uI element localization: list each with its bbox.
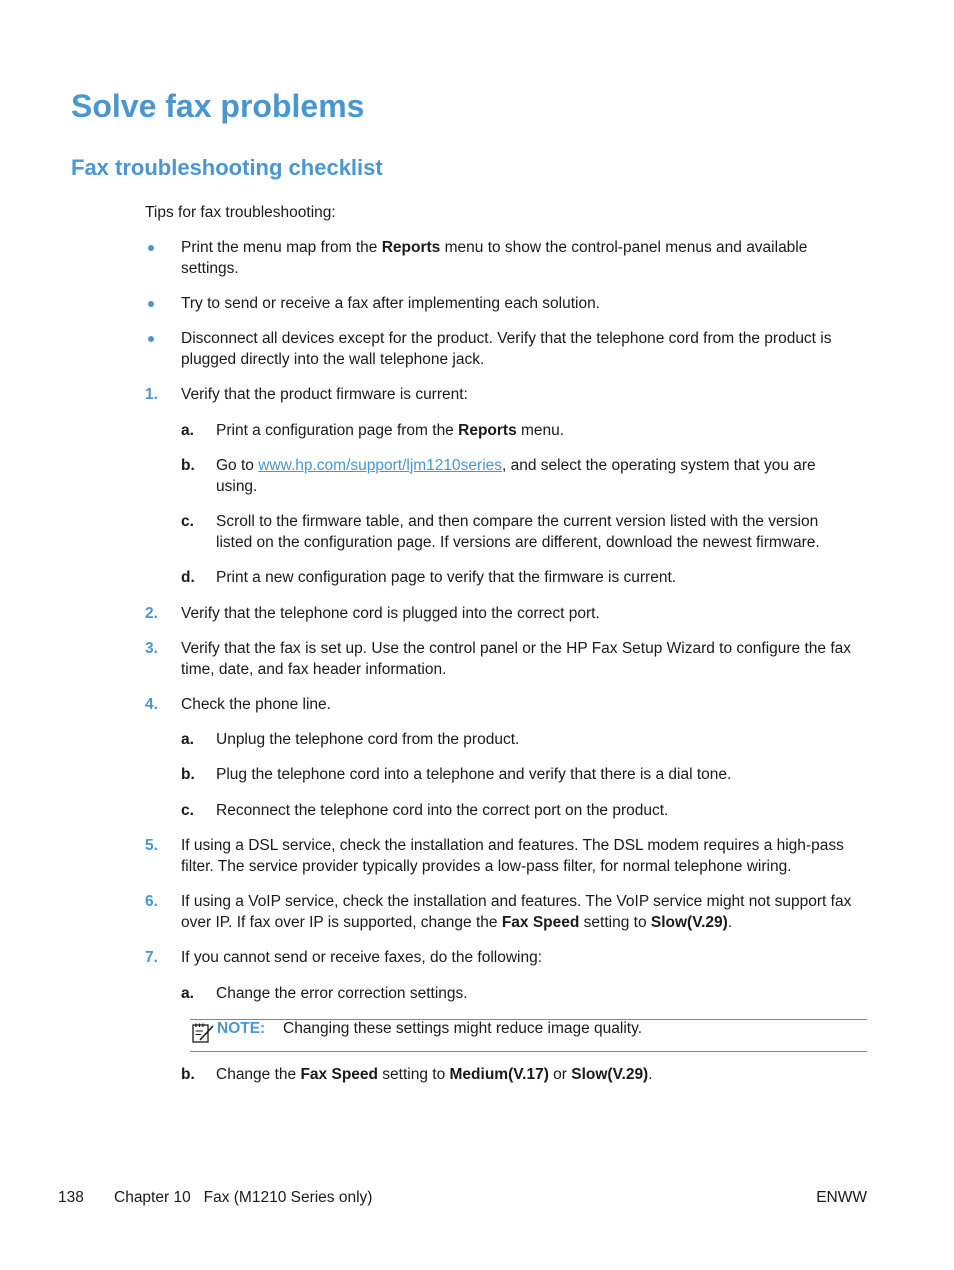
note-icon [191, 1021, 215, 1045]
note-label: NOTE: [217, 1020, 266, 1037]
substep-text: Change the Fax Speed setting to Medium(V.17) or Slow(V.29). [216, 1066, 653, 1083]
step-text: Verify that the product firmware is current: [181, 386, 468, 403]
bullet-item: Print the menu map from the Reports menu to show the control-panel menus and available settings. [181, 239, 808, 277]
step-number: 1. [145, 386, 158, 403]
step-text: Check the phone line. [181, 696, 331, 713]
bullet-icon [148, 245, 154, 251]
bullet-item: Disconnect all devices except for the product. Verify that the telephone cord from the product is plugged directly into the wall telephone jack. [181, 330, 832, 368]
note-text: Changing these settings might reduce image quality. [283, 1020, 643, 1037]
substep-text: Change the error correction settings. [216, 985, 468, 1002]
step-text: Verify that the fax is set up. Use the control panel or the HP Fax Setup Wizard to configure the fax time, date, and fax header information. [181, 640, 852, 678]
section-title: Fax troubleshooting checklist [71, 155, 383, 180]
substep-label: b. [181, 1066, 195, 1083]
step-number: 7. [145, 949, 158, 966]
step-text: Verify that the telephone cord is plugged into the correct port. [181, 605, 600, 622]
footer-chapter: Chapter 10 Fax (M1210 Series only) [114, 1189, 373, 1206]
page-number: 138 [58, 1189, 84, 1206]
substep-label: a. [181, 422, 194, 439]
substep-label: b. [181, 766, 195, 783]
substep-label: c. [181, 802, 194, 819]
substep-label: d. [181, 569, 195, 586]
step-number: 4. [145, 696, 158, 713]
substep-label: a. [181, 731, 194, 748]
substep-text: Print a configuration page from the Reports menu. [216, 422, 565, 439]
step-number: 2. [145, 605, 158, 622]
page-title: Solve fax problems [71, 88, 365, 124]
bullet-icon [148, 336, 154, 342]
substep-label: a. [181, 985, 194, 1002]
step-text: If using a DSL service, check the installation and features. The DSL modem requires a high-pass filter. The service provider typically provides a low-pass filter, for normal telephone wiring. [181, 837, 844, 875]
note-bottom-rule [190, 1051, 867, 1052]
step-number: 5. [145, 837, 158, 854]
step-text: If using a VoIP service, check the installation and features. The VoIP service might not support fax over IP. If fax over IP is supported, change the Fax Speed setting to Slow(V.29). [181, 893, 852, 931]
substep-label: c. [181, 513, 194, 530]
intro-text: Tips for fax troubleshooting: [145, 204, 336, 221]
support-link[interactable]: www.hp.com/support/ljm1210series [258, 457, 503, 474]
step-number: 3. [145, 640, 158, 657]
bullet-icon [148, 301, 154, 307]
footer-locale: ENWW [816, 1189, 867, 1206]
substep-text: Reconnect the telephone cord into the correct port on the product. [216, 802, 669, 819]
step-number: 6. [145, 893, 158, 910]
substep-label: b. [181, 457, 195, 474]
substep-text: Print a new configuration page to verify that the firmware is current. [216, 569, 677, 586]
substep-text: Go to www.hp.com/support/ljm1210series, and select the operating system that you are using. [216, 457, 816, 495]
substep-text: Plug the telephone cord into a telephone and verify that there is a dial tone. [216, 766, 732, 783]
substep-text: Scroll to the firmware table, and then compare the current version listed with the version listed on the configuration page. If versions are different, download the newest firmware. [216, 513, 820, 551]
bullet-item: Try to send or receive a fax after implementing each solution. [181, 295, 600, 312]
substep-text: Unplug the telephone cord from the product. [216, 731, 520, 748]
step-text: If you cannot send or receive faxes, do the following: [181, 949, 543, 966]
